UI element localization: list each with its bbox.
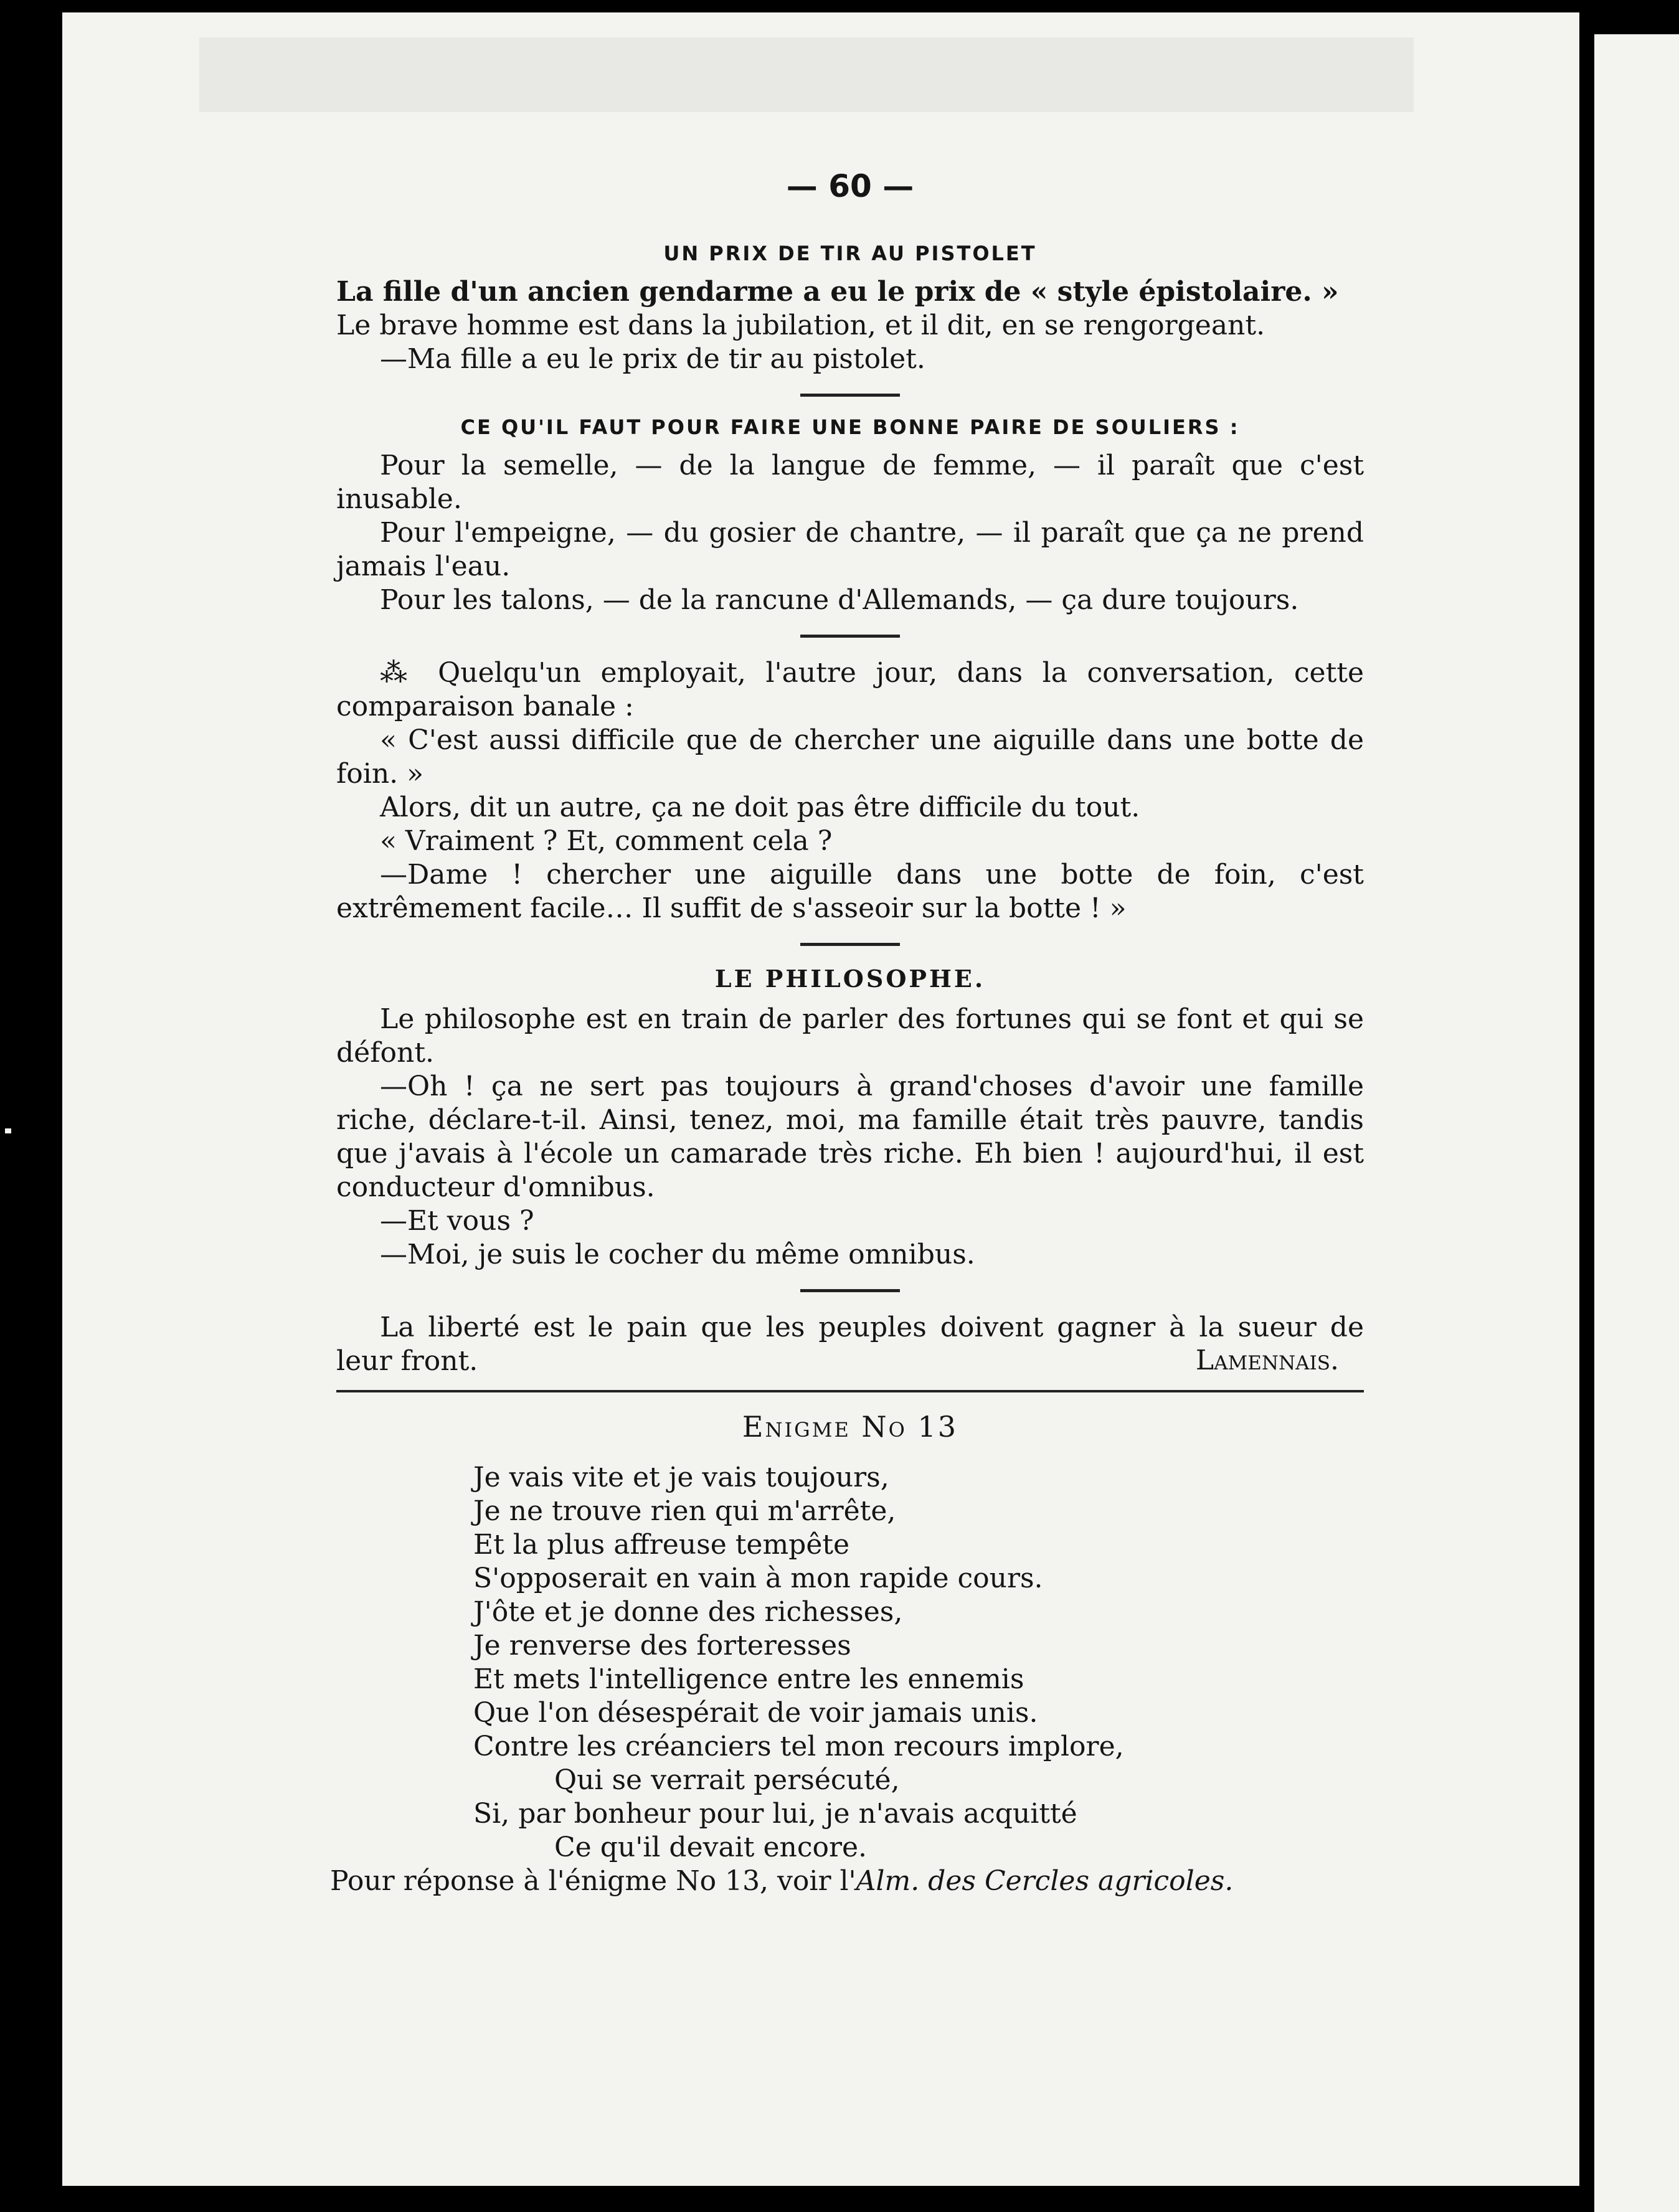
adjacent-page-edge <box>1594 34 1679 2212</box>
scan-speck <box>5 1128 11 1133</box>
paragraph: —Moi, je suis le cocher du même omnibus. <box>380 1239 975 1270</box>
page-content <box>330 168 1364 1898</box>
enigma-title: Enigme No 13 <box>742 1410 958 1444</box>
section-title-prix-de-tir: UN PRIX DE TIR AU PISTOLET <box>663 242 1037 265</box>
section-title-philosophe: LE PHILOSOPHE. <box>714 965 986 993</box>
paragraph: « Vraiment ? Et, comment cela ? <box>380 825 833 857</box>
separator-rule <box>800 394 900 397</box>
poem-line: Ce qu'il devait encore. <box>554 1832 868 1863</box>
quote: La liberté est le pain que les peuples doivent gagner à la sueur de leur front. <box>336 1312 1364 1377</box>
paragraph: —Oh ! ça ne sert pas toujours à grand'choses d'avoir une famille riche, déclare-t-il. Ainsi, tenez, moi, ma famille était très pauvre, tandis que j'avais à l'école un camarade très riche. Eh bien ! aujourd'hui, il est conducteur d'omnibus. <box>336 1071 1364 1203</box>
paragraph: Pour les talons, — de la rancune d'Allemands, — ça dure toujours. <box>380 584 1299 616</box>
poem-line: Et mets l'intelligence entre les ennemis <box>473 1663 1024 1695</box>
poem-line: Qui se verrait persécuté, <box>554 1764 900 1796</box>
enigma-poem <box>473 1461 1364 1865</box>
poem-line: J'ôte et je donne des richesses, <box>473 1596 903 1628</box>
paragraph: La fille d'un ancien gendarme a eu le prix de « style épistolaire. » <box>336 276 1339 308</box>
section-title-souliers: CE QU'IL FAUT POUR FAIRE UNE BONNE PAIRE DE SOULIERS : <box>460 415 1240 439</box>
poem-line: S'opposerait en vain à mon rapide cours. <box>473 1562 1043 1594</box>
paragraph: Pour l'empeigne, — du gosier de chantre, — il paraît que ça ne prend jamais l'eau. <box>336 517 1364 582</box>
paragraph: Le brave homme est dans la jubilation, et il dit, en se rengorgeant. <box>336 310 1265 341</box>
separator-rule <box>800 635 900 638</box>
separator-rule <box>800 1289 900 1292</box>
poem-line: Je renverse des forteresses <box>473 1630 851 1661</box>
paragraph: « C'est aussi difficile que de chercher une aiguille dans une botte de foin. » <box>336 724 1364 790</box>
paragraph: Pour la semelle, — de la langue de femme, — il paraît que c'est inusable. <box>336 450 1364 515</box>
poem-line: Que l'on désespérait de voir jamais unis. <box>473 1697 1038 1729</box>
paragraph: Le philosophe est en train de parler des fortunes qui se font et qui se défont. <box>336 1003 1364 1069</box>
page-number: — 60 — <box>786 168 914 204</box>
quote-author: Lamennais. <box>1195 1345 1339 1376</box>
enigma-answer <box>330 1865 1364 1898</box>
separator-rule <box>800 943 900 946</box>
paragraph: —Ma fille a eu le prix de tir au pistolet. <box>380 343 925 375</box>
poem-line: Et la plus affreuse tempête <box>473 1529 850 1561</box>
section-divider <box>336 1390 1364 1392</box>
poem-line: Je vais vite et je vais toujours, <box>473 1462 889 1493</box>
paragraph: —Dame ! chercher une aiguille dans une botte de foin, c'est extrêmement facile… Il suffit de s'asseoir sur la botte ! » <box>336 859 1364 924</box>
answer-reference: Alm. des Cercles agricoles. <box>856 1865 1234 1897</box>
paragraph: Alors, dit un autre, ça ne doit pas être difficile du tout. <box>380 792 1140 823</box>
paragraph: ⁂ Quelqu'un employait, l'autre jour, dans la conversation, cette comparaison banale : <box>336 657 1364 722</box>
paragraph: —Et vous ? <box>380 1205 534 1237</box>
poem-line: Si, par bonheur pour lui, je n'avais acquitté <box>473 1798 1077 1830</box>
poem-line: Je ne trouve rien qui m'arrête, <box>473 1495 896 1527</box>
answer-prefix: Pour réponse à l'énigme No 13, voir l' <box>330 1865 856 1897</box>
poem-line: Contre les créanciers tel mon recours implore, <box>473 1731 1124 1762</box>
